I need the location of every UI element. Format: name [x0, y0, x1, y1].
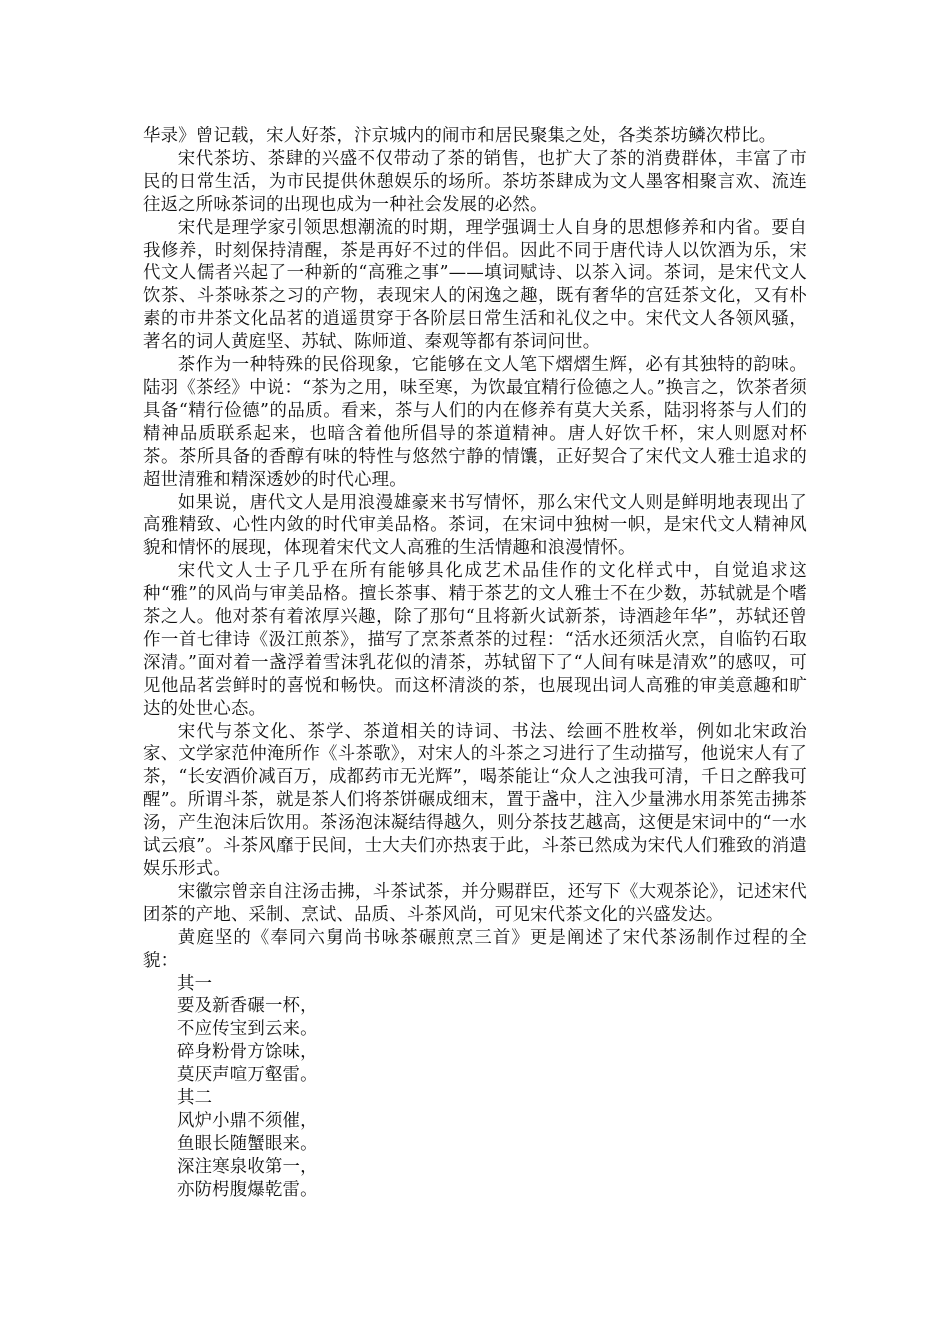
paragraph: 华录》曾记载，宋人好茶，汴京城内的闹市和居民聚集之处，各类茶坊鳞次栉比。	[143, 126, 777, 146]
poem-line: 碎身粉骨方馀味，	[177, 1042, 318, 1063]
poem-line: 深注寒泉收第一，	[177, 1156, 318, 1177]
poem-line: 亦防枵腹爆乾雷。	[177, 1179, 318, 1200]
paragraph: 黄庭坚的《奉同六舅尚书咏茶碾煎烹三首》更是阐述了宋代茶汤制作过程的全貌：	[143, 927, 807, 971]
paragraph: 宋代茶坊、茶肆的兴盛不仅带动了茶的销售，也扩大了茶的消费群体，丰富了市民的日常生活，为市民提供休憩娱乐的场所。茶坊茶肆成为文人墨客相聚言欢、流连往返之所咏茶词的出现也成为一种社会发展的必然。	[143, 148, 807, 215]
paragraph: 宋代与茶文化、茶学、茶道相关的诗词、书法、绘画不胜枚举，例如北宋政治家、文学家范仲淹所作《斗茶歌》，对宋人的斗茶之习进行了生动描写，他说宋人有了茶，“长安酒价减百万，成都药市无光辉”，喝茶能让“众人之浊我可清，千日之醉我可醒”。所谓斗茶，就是茶人们将茶饼碾成细末，置于盏中，注入少量沸水用茶筅击拂茶汤，产生泡沫后饮用。茶汤泡沫凝结得越久，则分茶技艺越高，这便是宋词中的“一水试云痕”。斗茶风靡于民间，士大夫们亦热衷于此，斗茶已然成为宋代人们雅致的消遣娱乐形式。	[143, 721, 807, 879]
paragraph: 宋代是理学家引领思想潮流的时期，理学强调士人自身的思想修养和内省。要自我修养，时刻保持清醒，茶是再好不过的伴侣。因此不同于唐代诗人以饮酒为乐，宋代文人儒者兴起了一种新的“高雅之事”——填词赋诗、以茶入词。茶词，是宋代文人饮茶、斗茶咏茶之习的产物，表现宋人的闲逸之趣，既有奢华的宫廷茶文化，又有朴素的市井茶文化品茗的逍遥贯穿于各阶层日常生活和礼仪之中。宋代文人各领风骚，著名的词人黄庭坚、苏轼、陈师道、秦观等都有茶词问世。	[143, 217, 807, 353]
paragraph: 宋徽宗曾亲自注汤击拂，斗茶试茶，并分赐群臣，还写下《大观茶论》，记述宋代团茶的产地、采制、烹试、品质、斗茶风尚，可见宋代茶文化的兴盛发达。	[143, 881, 807, 925]
poem-line: 不应传宝到云来。	[177, 1019, 318, 1040]
paragraph: 茶作为一种特殊的民俗现象，它能够在文人笔下熠熠生辉，必有其独特的韵味。陆羽《茶经》中说：“茶为之用，味至寒，为饮最宜精行俭德之人。”换言之，饮茶者须具备“精行俭德”的品质。看来，茶与人们的内在修养有莫大关系，陆羽将茶与人们的精神品质联系起来，也暗含着他所倡导的茶道精神。唐人好饮千杯，宋人则愿对杯茶。茶所具备的香醇有味的特性与悠然宁静的情馕，正好契合了宋代文人雅士追求的超世清雅和精深透妙的时代心理。	[143, 355, 807, 490]
poem-line: 风炉小鼎不须催，	[177, 1110, 318, 1131]
poem-section-heading: 其一	[177, 973, 213, 994]
poem-line: 莫厌声喧万壑雷。	[177, 1065, 318, 1086]
poem-line: 要及新香碾一杯，	[177, 996, 318, 1017]
poem	[143, 973, 807, 1202]
poem-section-heading: 其二	[177, 1088, 213, 1109]
document-page	[143, 125, 807, 1202]
paragraph: 宋代文人士子几乎在所有能够具化成艺术品佳作的文化样式中，自觉追求这种“雅”的风尚与审美品格。擅长茶事、精于茶艺的文人雅士不在少数，苏轼就是个嗜茶之人。他对茶有着浓厚兴趣，除了那句“且将新火试新茶，诗酒趁年华”，苏轼还曾作一首七律诗《汲江煎茶》，描写了烹茶煮茶的过程：“活水还须活火烹，自临钓石取深清。”面对着一盏浮着雪沫乳花似的清茶，苏轼留下了“人间有味是清欢”的感叹，可见他品茗尝鲜时的喜悦和畅快。而这杯清淡的茶，也展现出词人高雅的审美意趣和旷达的处世心态。	[143, 561, 807, 719]
poem-line: 鱼眼长随蟹眼来。	[177, 1133, 318, 1154]
article-body	[143, 125, 807, 973]
paragraph: 如果说，唐代文人是用浪漫雄豪来书写情怀，那么宋代文人则是鲜明地表现出了高雅精致、心性内敛的时代审美品格。茶词，在宋词中独树一帜，是宋代文人精神风貌和情怀的展现，体现着宋代文人高雅的生活情趣和浪漫情怀。	[143, 492, 807, 559]
